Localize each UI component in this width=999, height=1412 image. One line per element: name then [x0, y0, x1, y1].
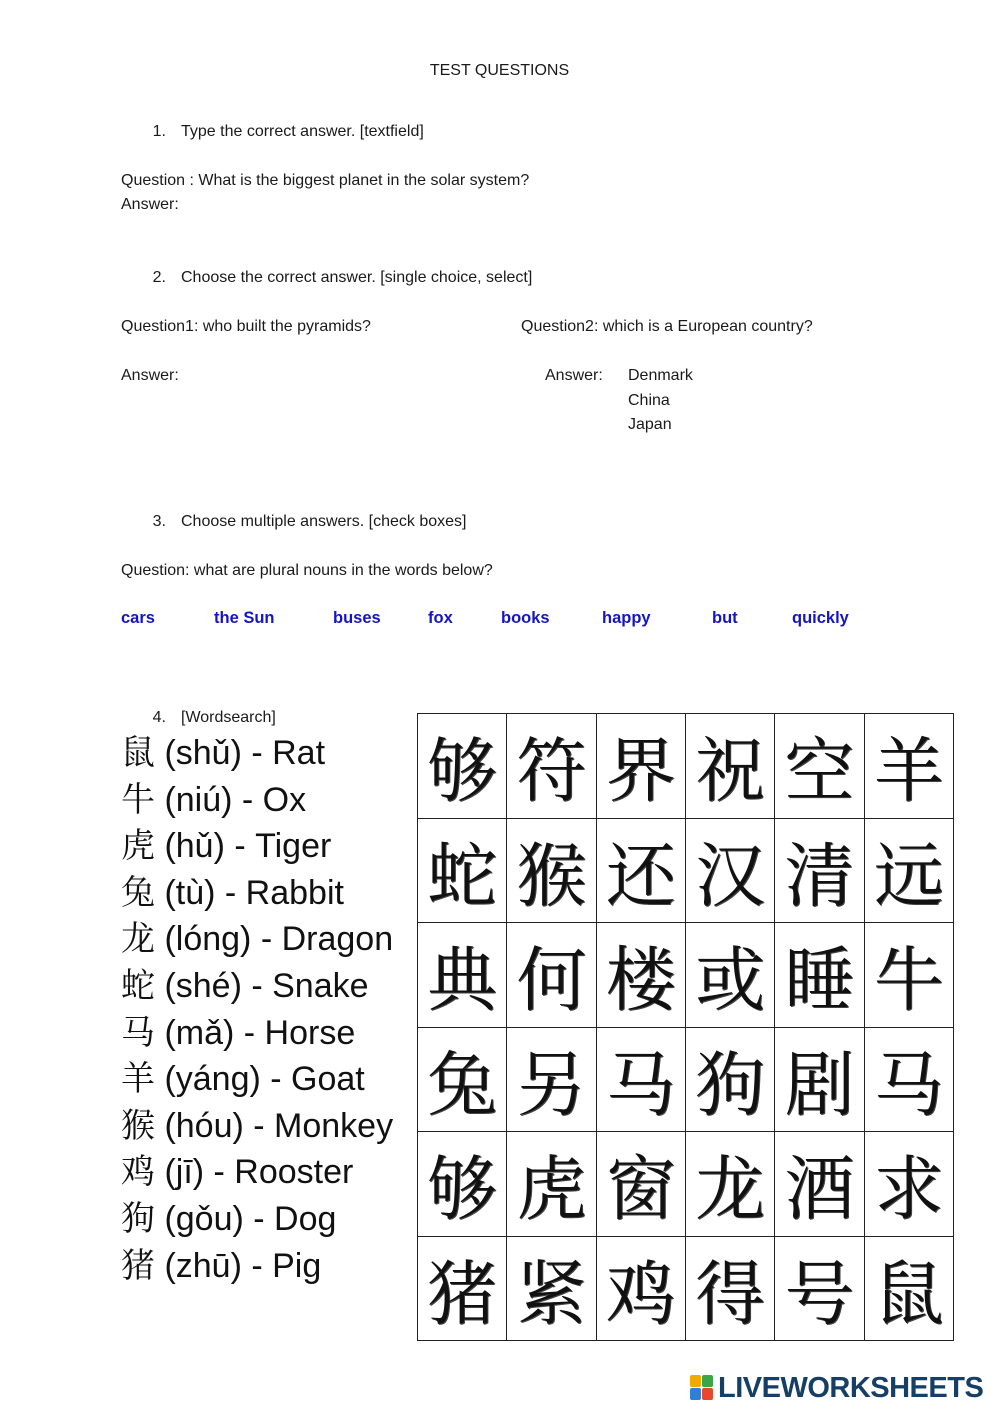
- grid-cell[interactable]: 酒: [775, 1132, 864, 1237]
- grid-cell[interactable]: 远: [864, 818, 953, 923]
- grid-cell[interactable]: 猴: [507, 818, 596, 923]
- grid-cell[interactable]: 兔: [418, 1027, 507, 1132]
- grid-cell[interactable]: 羊: [864, 714, 953, 819]
- grid-row: [418, 714, 954, 819]
- vocab-item: 猪 (zhū) - Pig: [121, 1246, 322, 1285]
- grid-cell[interactable]: 剧: [775, 1027, 864, 1132]
- grid-row: [418, 1236, 954, 1341]
- q1-heading: Type the correct answer. [textfield]: [181, 123, 424, 140]
- grid-cell[interactable]: 楼: [596, 923, 685, 1028]
- grid-cell[interactable]: 蛇: [418, 818, 507, 923]
- grid-cell[interactable]: 另: [507, 1027, 596, 1132]
- grid-cell[interactable]: 龙: [685, 1132, 774, 1237]
- logo-square: [702, 1388, 713, 1400]
- grid-cell[interactable]: 得: [685, 1236, 774, 1341]
- q2-options[interactable]: [628, 364, 693, 438]
- grid-row: [418, 1132, 954, 1237]
- word-option[interactable]: the Sun: [214, 609, 275, 627]
- page-title: TEST QUESTIONS: [429, 62, 570, 79]
- q3-number: 3.: [152, 513, 166, 530]
- logo-square: [702, 1375, 713, 1387]
- grid-cell[interactable]: 够: [418, 1132, 507, 1237]
- vocab-item: 羊 (yáng) - Goat: [121, 1060, 365, 1099]
- vocab-item: 牛 (niú) - Ox: [121, 780, 307, 819]
- q2-heading: Choose the correct answer. [single choice, select]: [181, 269, 533, 286]
- grid-cell[interactable]: 够: [418, 714, 507, 819]
- word-option[interactable]: buses: [333, 609, 381, 627]
- grid-row: [418, 923, 954, 1028]
- grid-cell[interactable]: 马: [864, 1027, 953, 1132]
- q2-left-question: Question1: who built the pyramids?: [121, 318, 371, 335]
- grid-cell[interactable]: 何: [507, 923, 596, 1028]
- logo-icon: [690, 1375, 714, 1401]
- grid-cell[interactable]: 祝: [685, 714, 774, 819]
- grid-cell[interactable]: 典: [418, 923, 507, 1028]
- grid-cell[interactable]: 睡: [775, 923, 864, 1028]
- grid-row: [418, 1027, 954, 1132]
- vocab-item: 狗 (gǒu) - Dog: [121, 1199, 337, 1238]
- vocab-item: 猴 (hóu) - Monkey: [121, 1106, 394, 1145]
- word-option[interactable]: cars: [121, 609, 155, 627]
- grid-cell[interactable]: 空: [775, 714, 864, 819]
- grid-cell[interactable]: 还: [596, 818, 685, 923]
- grid-cell[interactable]: 虎: [507, 1132, 596, 1237]
- q2-left-answer-label: Answer:: [121, 367, 179, 384]
- grid-cell[interactable]: 符: [507, 714, 596, 819]
- q2-number: 2.: [152, 269, 166, 286]
- grid-cell[interactable]: 牛: [864, 923, 953, 1028]
- grid-cell[interactable]: 紧: [507, 1236, 596, 1341]
- q2-option[interactable]: Denmark: [628, 367, 693, 384]
- word-option[interactable]: books: [501, 609, 550, 627]
- logo-square: [690, 1375, 701, 1387]
- grid-cell[interactable]: 汉: [685, 818, 774, 923]
- grid-cell[interactable]: 窗: [596, 1132, 685, 1237]
- q1-number: 1.: [152, 123, 166, 140]
- grid-cell[interactable]: 狗: [685, 1027, 774, 1132]
- grid-cell[interactable]: 或: [685, 923, 774, 1028]
- vocab-item: 虎 (hǔ) - Tiger: [121, 827, 332, 866]
- q4-number: 4.: [152, 709, 166, 726]
- liveworksheets-logo: [690, 1372, 983, 1404]
- word-option[interactable]: but: [712, 609, 738, 627]
- vocab-item: 蛇 (shé) - Snake: [121, 966, 369, 1005]
- word-option[interactable]: quickly: [792, 609, 849, 627]
- vocab-item: 鼠 (shǔ) - Rat: [121, 734, 326, 772]
- grid-row: [418, 818, 954, 923]
- grid-cell[interactable]: 猪: [418, 1236, 507, 1341]
- grid-cell[interactable]: 清: [775, 818, 864, 923]
- q2-right-question: Question2: which is a European country?: [521, 318, 813, 335]
- q2-right-answer-label: Answer:: [545, 367, 603, 384]
- grid-cell[interactable]: 界: [596, 714, 685, 819]
- q2-option[interactable]: China: [628, 391, 670, 409]
- vocab-item: 马 (mǎ) - Horse: [121, 1013, 356, 1052]
- vocab-item: 龙 (lóng) - Dragon: [121, 920, 394, 959]
- word-option[interactable]: happy: [602, 609, 651, 627]
- grid-cell[interactable]: 号: [775, 1236, 864, 1341]
- q4-heading: [Wordsearch]: [181, 709, 276, 726]
- q1-question: Question : What is the biggest planet in the solar system?: [121, 172, 530, 189]
- logo-square: [690, 1388, 701, 1400]
- word-option[interactable]: fox: [428, 609, 453, 627]
- grid-cell[interactable]: 求: [864, 1132, 953, 1237]
- q2-option[interactable]: Japan: [628, 416, 672, 433]
- vocab-list: [121, 730, 393, 1289]
- vocab-item: 鸡 (jī) - Rooster: [121, 1153, 354, 1192]
- q3-question: Question: what are plural nouns in the words below?: [121, 562, 493, 579]
- grid-cell[interactable]: 鸡: [596, 1236, 685, 1341]
- grid-cell[interactable]: 鼠: [864, 1236, 953, 1341]
- logo-text: LIVEWORKSHEETS: [718, 1371, 984, 1404]
- q3-heading: Choose multiple answers. [check boxes]: [181, 513, 467, 530]
- wordsearch-grid[interactable]: [417, 713, 954, 1341]
- q1-answer-label: Answer:: [121, 196, 179, 213]
- vocab-item: 兔 (tù) - Rabbit: [121, 873, 344, 912]
- grid-cell[interactable]: 马: [596, 1027, 685, 1132]
